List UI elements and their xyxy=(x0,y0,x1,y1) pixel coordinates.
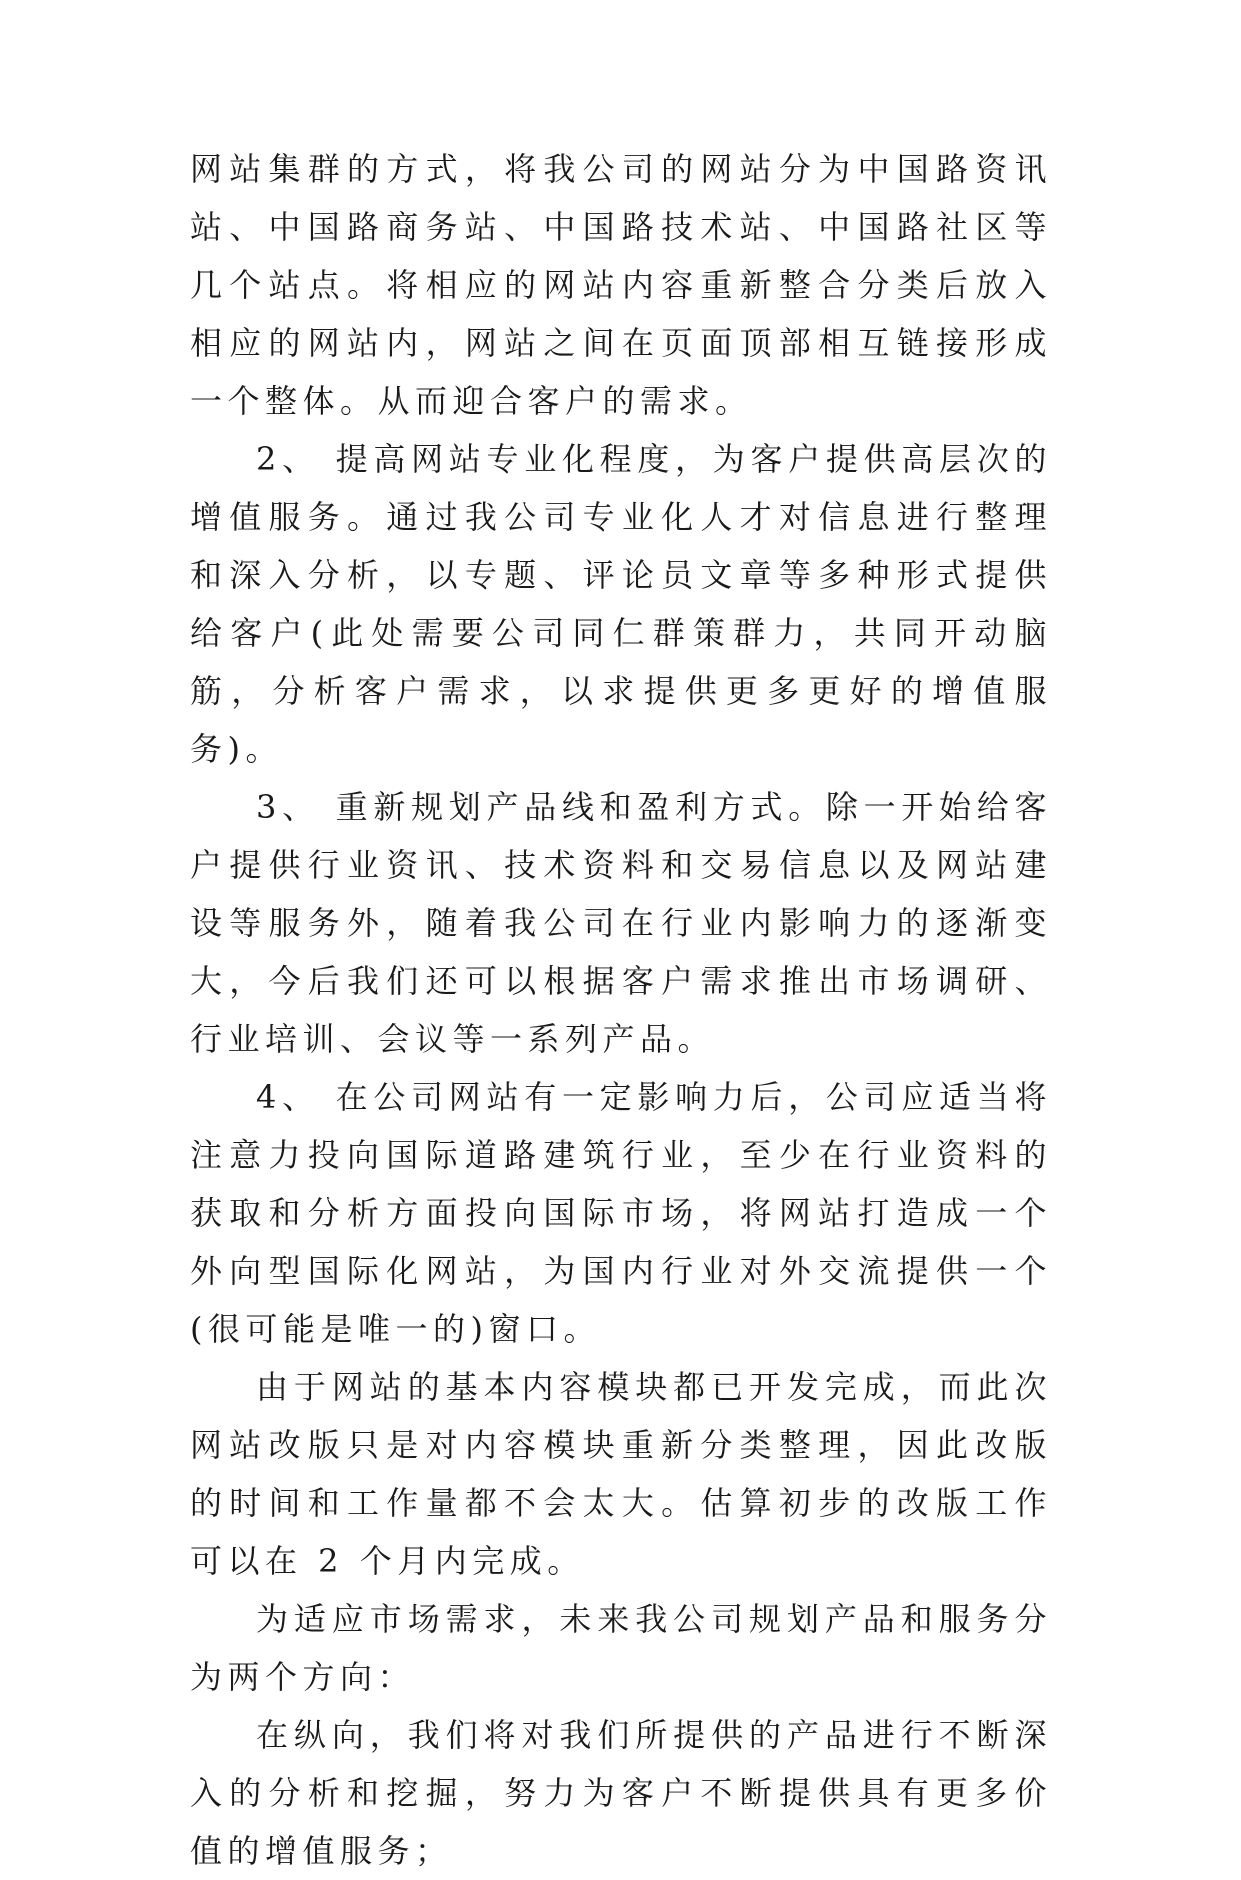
document-page xyxy=(190,140,1052,1880)
paragraph-5: 由于网站的基本内容模块都已开发完成，而此次网站改版只是对内容模块重新分类整理，因此改版的时间和工作量都不会太大。估算初步的改版工作可以在 2 个月内完成。 xyxy=(190,1368,1052,1580)
paragraph-1: 网站集群的方式，将我公司的网站分为中国路资讯站、中国路商务站、中国路技术站、中国路社区等几个站点。将相应的网站内容重新整合分类后放入相应的网站内，网站之间在页面顶部相互链接形成一个整体。从而迎合客户的需求。 xyxy=(190,150,1052,420)
paragraph-6: 为适应市场需求，未来我公司规划产品和服务分为两个方向： xyxy=(190,1600,1052,1696)
paragraph-7: 在纵向，我们将对我们所提供的产品进行不断深入的分析和挖掘，努力为客户不断提供具有更多价值的增值服务； xyxy=(190,1716,1052,1870)
paragraph-2: 2、 提高网站专业化程度，为客户提供高层次的增值服务。通过我公司专业化人才对信息进行整理和深入分析，以专题、评论员文章等多种形式提供给客户(此处需要公司同仁群策群力，共同开动脑筋，分析客户需求，以求提供更多更好的增值服务)。 xyxy=(190,440,1052,768)
paragraph-3: 3、 重新规划产品线和盈利方式。除一开始给客户提供行业资讯、技术资料和交易信息以及网站建设等服务外，随着我公司在行业内影响力的逐渐变大，今后我们还可以根据客户需求推出市场调研、行业培训、会议等一系列产品。 xyxy=(190,788,1052,1058)
paragraph-4: 4、 在公司网站有一定影响力后，公司应适当将注意力投向国际道路建筑行业，至少在行业资料的获取和分析方面投向国际市场，将网站打造成一个外向型国际化网站，为国内行业对外交流提供一个(很可能是唯一的)窗口。 xyxy=(190,1078,1052,1348)
